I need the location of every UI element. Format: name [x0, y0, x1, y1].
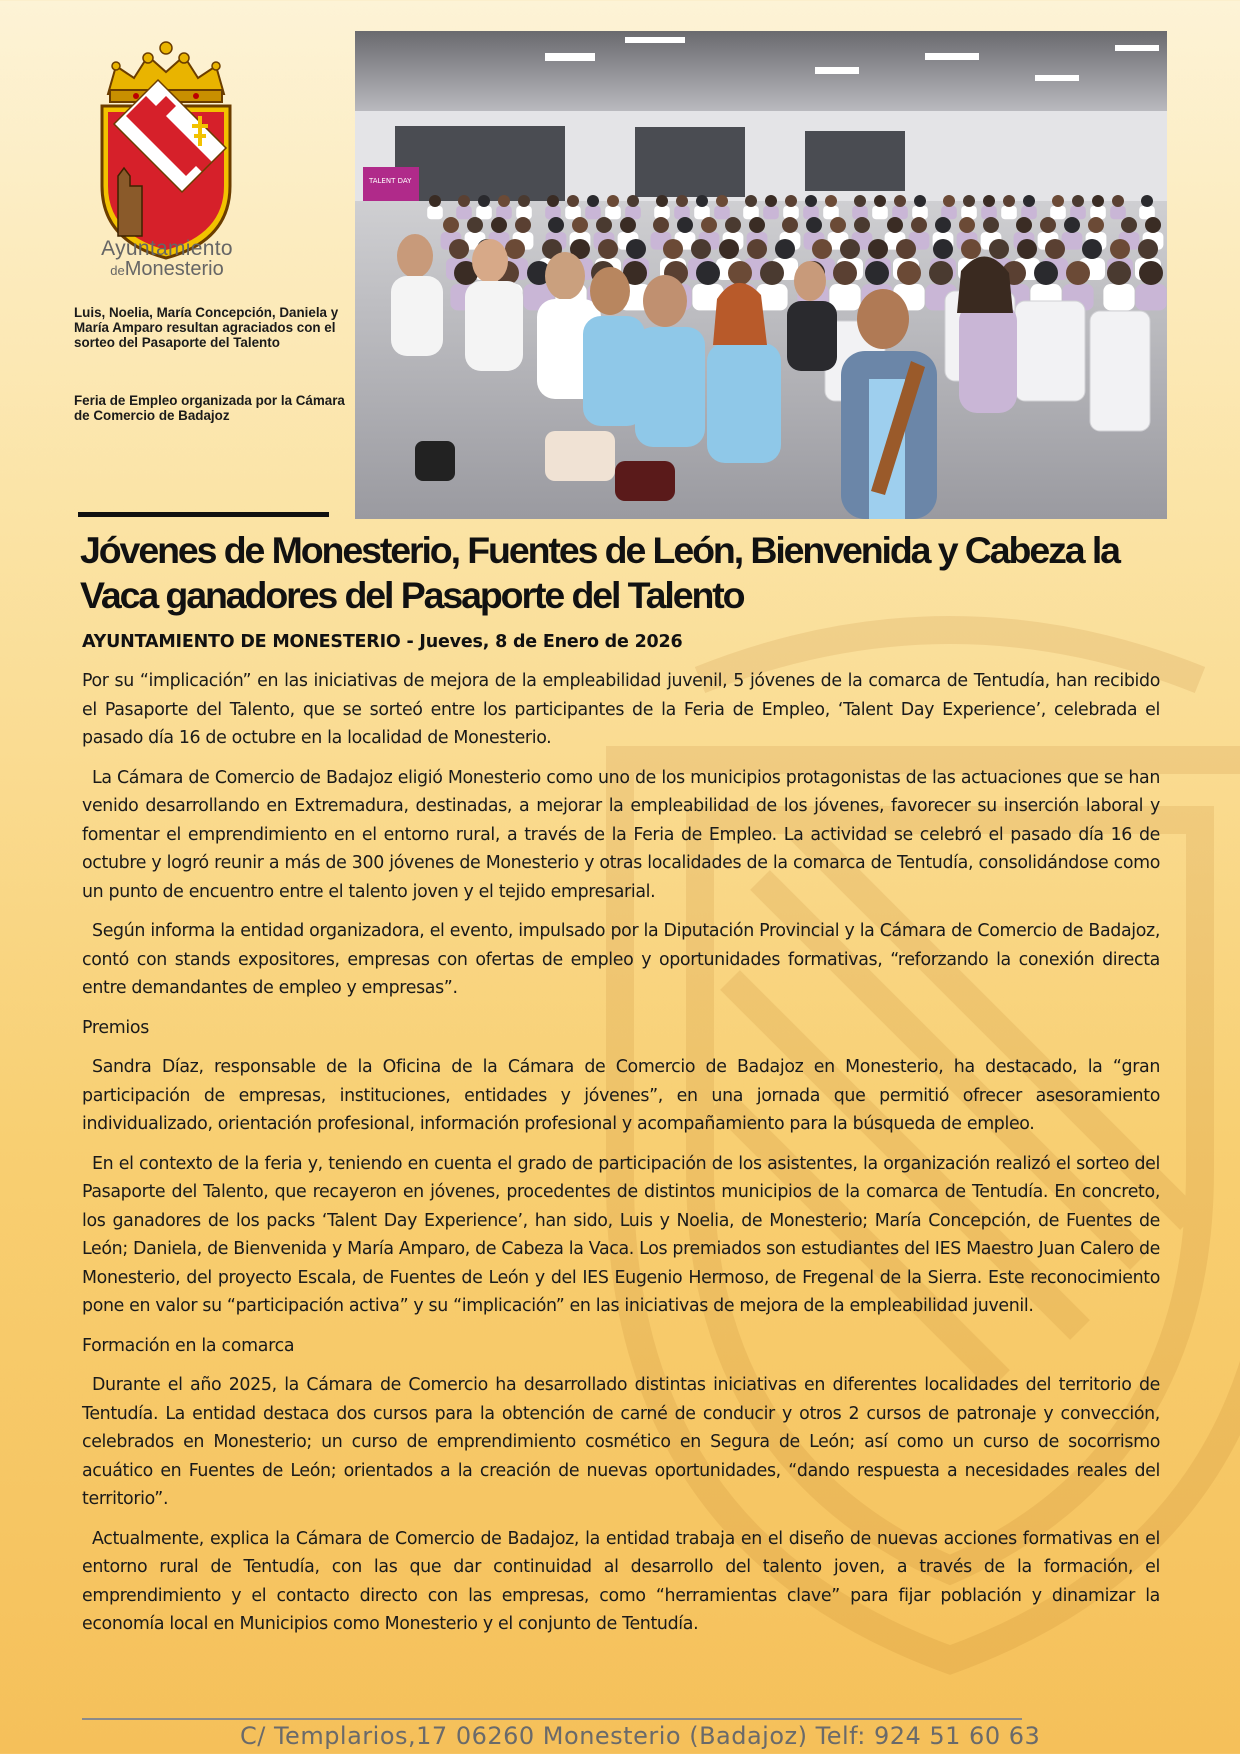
logo-line2-prefix: de [110, 263, 125, 278]
headline-rule [78, 512, 329, 517]
paragraph-camara: La Cámara de Comercio de Badajoz eligió Monesterio como uno de los municipios protagonistas de las actuaciones que se han venido desarrollando en Extremadura, destinadas, a mejorar la empleabilidad de los jóvenes, favorecer su inserción laboral y fomentar el emprendimiento en el entorno rural, a través de la Feria de Empleo. La actividad se celebró el pasado día 16 de octubre y logró reunir a más de 300 jóvenes de Monesterio y otras localidades de la comarca de Tentudía, consolidándose como un punto de encuentro entre el talento joven y el tejido empresarial. [82, 767, 1160, 902]
paragraph-courses: Durante el año 2025, la Cámara de Comercio ha desarrollado distintas iniciativas en diferentes localidades del territorio de Tentudía. La entidad destaca dos cursos para la obtención de carné de conducir y otros 2 cursos de patronaje y convección, celebrados en Monesterio; un curso de emprendimiento cosmético en Segura de León; así como un curso de socorrismo acuático en Fuentes de León; orientados a la creación de nuevas oportunidades, “dando respuesta a necesidades reales del territorio”. [82, 1375, 1160, 1509]
article-headline: Jóvenes de Monesterio, Fuentes de León, Bienvenida y Cabeza la Vaca ganadores del Pasaporte del Talento [80, 529, 1119, 616]
paragraph-future: Actualmente, explica la Cámara de Comercio de Badajoz, la entidad trabaja en el diseño de nuevas acciones formativas en el entorno rural de Tentudía, con las que dar continuidad al desarrollo del talento joven, a través de la formación, el emprendimiento y el contacto directo con las empresas, como “herramientas clave” para fijar población y dinamizar la economía local en Municipios como Monesterio y el conjunto de Tentudía. [82, 1528, 1160, 1634]
photo-caption-winners: Luis, Noelia, María Concepción, Daniela y María Amparo resultan agraciados con el sorteo del Pasaporte del Talento [74, 305, 339, 350]
subheading-premios: Premios [82, 1017, 150, 1038]
audience-photo-icon [355, 31, 1167, 519]
logo-line2-main: Monesterio [124, 258, 224, 280]
logo-line1: Ayuntamiento [101, 237, 233, 260]
logo-wordmark [62, 237, 272, 281]
photo-screen-text: TALENT DAY [369, 177, 412, 185]
subheading-formacion: Formación en la comarca [82, 1335, 295, 1356]
logo-line2 [62, 258, 272, 281]
photo-caption-fair: Feria de Empleo organizada por la Cámara de Comercio de Badajoz [74, 393, 345, 423]
footer-divider [82, 1718, 1022, 1720]
paragraph-intro: Por su “implicación” en las iniciativas de mejora de la empleabilidad juvenil, 5 jóvenes de la comarca de Tentudía, han recibido el Pasaporte del Talento, que se sorteó entre los participantes de la Feria de Empleo, ‘Talent Day Experience’, celebrada el pasado día 16 de octubre en la localidad de Monesterio. [82, 671, 1160, 748]
footer-address: C/ Templarios,17 06260 Monesterio (Badajoz) Telf: 924 51 60 63 [240, 1722, 1041, 1750]
paragraph-winners: En el contexto de la feria y, teniendo en cuenta el grado de participación de los asistentes, la organización realizó el sorteo del Pasaporte del Talento, que recayeron en jóvenes, procedentes de distintos municipios de la comarca de Tentudía. En concreto, los ganadores de los packs ‘Talent Day Experience’, han sido, Luis y Noelia, de Monesterio; María Concepción, de Fuentes de León; Daniela, de Bienvenida y María Amparo, de Cabeza la Vaca. Los premiados son estudiantes del IES Maestro Juan Calero de Monesterio, del proyecto Escala, de Fuentes de León y del IES Eugenio Hermoso, de Fregenal de la Sierra. Este reconocimiento pone en valor su “participación activa” y su “implicación” en las iniciativas de mejora de la empleabilidad juvenil. [82, 1153, 1160, 1316]
article-dateline: AYUNTAMIENTO DE MONESTERIO - Jueves, 8 de Enero de 2026 [82, 632, 683, 652]
event-photo [355, 31, 1167, 519]
paragraph-organizer: Según informa la entidad organizadora, el evento, impulsado por la Diputación Provincial y la Cámara de Comercio de Badajoz, contó con stands expositores, empresas con ofertas de empleo y oportunidades formativas, “reforzando la conexión directa entre demandantes de empleo y empresas”. [82, 921, 1160, 998]
paragraph-sandra: Sandra Díaz, responsable de la Oficina de la Cámara de Comercio de Badajoz en Monesterio, ha destacado, la “gran participación de empresas, instituciones, entidades y jóvenes”, en una jornada que permitió ofrecer asesoramiento individualizado, orientación profesional, información profesional y acompañamiento para la búsqueda de empleo. [82, 1057, 1160, 1134]
article-body [82, 667, 1160, 1650]
